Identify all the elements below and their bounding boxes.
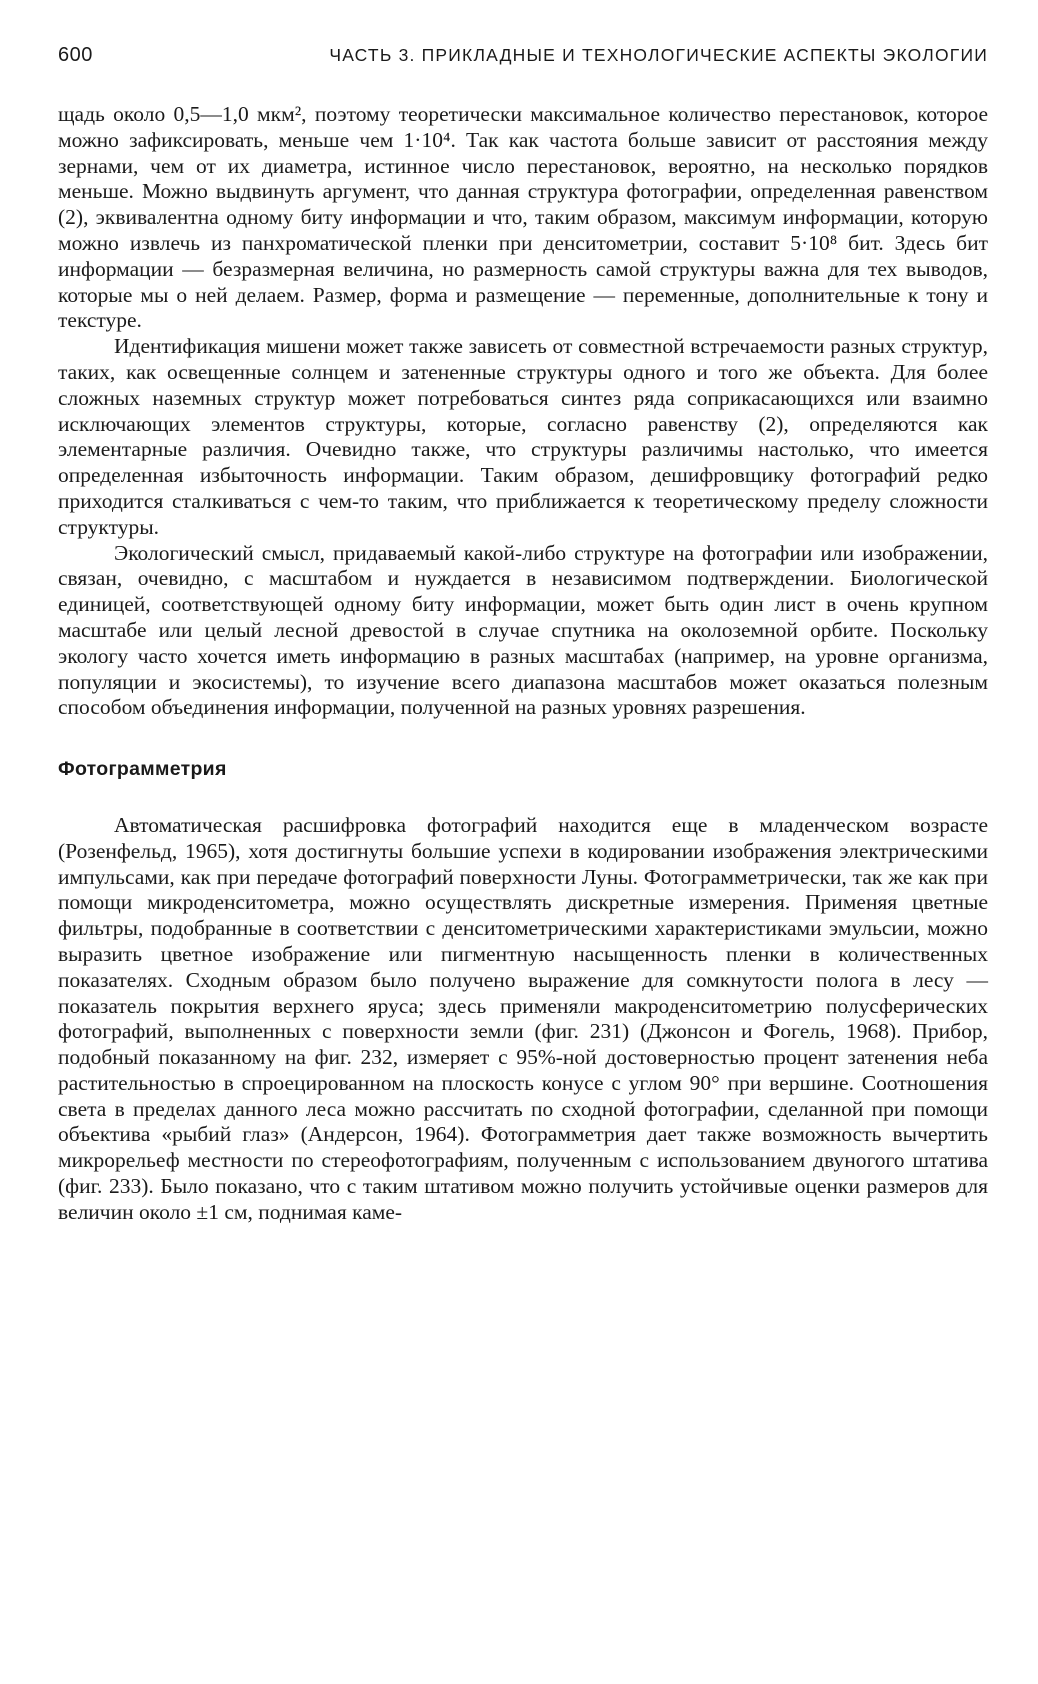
page-number: 600 bbox=[58, 44, 93, 66]
paragraph-continuation: щадь около 0,5—1,0 мкм², поэтому теоретически максимальное количество перестановок, которое можно зафиксировать, меньше чем 1·10⁴. Так как частота больше зависит от расстояния между зернами, чем от их диаметра, истинное число перестановок, вероятно, на несколько порядков меньше. Можно выдвинуть аргумент, что данная структура фотографии, определенная равенством (2), эквивалентна одному биту информации и что, таким образом, максимум информации, которую можно извлечь из панхроматической пленки при денситометрии, составит 5·10⁸ бит. Здесь бит информации — безразмерная величина, но размерность самой структуры важна для тех выводов, которые мы о ней делаем. Размер, форма и размещение — переменные, дополнительные к тону и текстуре. bbox=[58, 102, 988, 333]
book-page bbox=[58, 44, 988, 1644]
paragraph-ecological-meaning: Экологический смысл, придаваемый какой-либо структуре на фотографии или изображении, связан, очевидно, с масштабом и нуждается в независимом подтверждении. Биологической единицей, соответствующей одному биту информации, может быть один лист в очень крупном масштабе или целый лесной древостой в случае спутника на околоземной орбите. Поскольку экологу часто хочется иметь информацию в разных масштабах (например, на уровне организма, популяции и экосистемы), то изучение всего диапазона масштабов может оказаться полезным способом объединения информации, полученной на разных уровнях разрешения. bbox=[58, 540, 988, 720]
running-head bbox=[58, 44, 988, 74]
paragraph-photogrammetry: Автоматическая расшифровка фотографий находится еще в младенческом возрасте (Розенфельд, 1965), хотя достигнуты большие успехи в кодировании изображения электрическими импульсами, как при передаче фотографий поверхности Луны. Фотограмметрически, так же как при помощи микроденситометра, можно осуществлять дискретные измерения. Применяя цветные фильтры, подобранные в соответствии с денситометрическими характеристиками эмульсии, можно выразить цветное изображение или пигментную насыщенность пленки в количественных показателях. Сходным образом было получено выражение для сомкнутости полога в лесу — показатель покрытия верхнего яруса; здесь применяли макроденситометрию полусферических фотографий, выполненных с поверхности земли (фиг. 231) (Джонсон и Фогель, 1968). Прибор, подобный показанному на фиг. 232, измеряет с 95%-ной достоверностью процент затенения неба растительностью в спроецированном на плоскость конусе с углом 90° при вершине. Соотношения света в пределах данного леса можно рассчитать по сходной фотографии, сделанной при помощи объектива «рыбий глаз» (Андерсон, 1964). Фотограмметрия дает также возможность вычертить микрорельеф местности по стереофотографиям, полученным с использованием двуногого штатива (фиг. 233). Было показано, что с таким штативом можно получить устойчивые оценки размеров для величин около ±1 см, поднимая каме- bbox=[58, 812, 988, 1224]
paragraph-target-identification: Идентификация мишени может также зависеть от совместной встречаемости разных структур, таких, как освещенные солнцем и затененные структуры одного и того же объекта. Для более сложных наземных структур может потребоваться синтез ряда соприкасающихся или взаимно исключающих элементов структуры, которые, согласно равенству (2), определяются как элементарные различия. Очевидно также, что структуры различимы настолько, что имеется определенная избыточность информации. Таким образом, дешифровщику фотографий редко приходится сталкиваться с чем-то таким, что приближается к теоретическому пределу сложности структуры. bbox=[58, 334, 988, 539]
body-text bbox=[58, 102, 988, 1226]
section-heading: Фотограмметрия bbox=[58, 758, 227, 781]
chapter-title: ЧАСТЬ 3. ПРИКЛАДНЫЕ И ТЕХНОЛОГИЧЕСКИЕ АСПЕКТЫ ЭКОЛОГИИ bbox=[329, 45, 988, 65]
